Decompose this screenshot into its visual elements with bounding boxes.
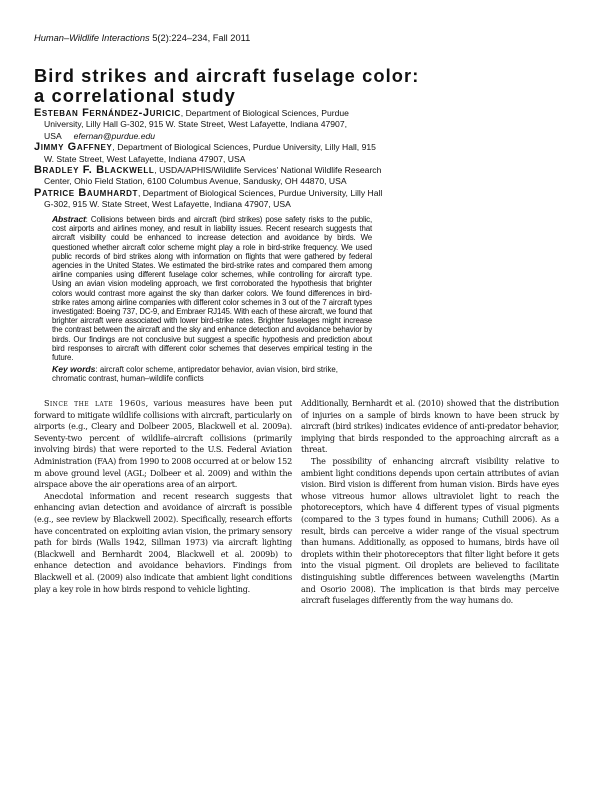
author-affiliation: , Department of Biological Sciences, Purdue University, Lilly Hall, 915 W. State Street, West Lafayette, Indiana 47907, USA xyxy=(44,142,376,164)
abstract-label: Abstract xyxy=(52,214,86,224)
author-entry xyxy=(34,165,386,188)
paragraph-text: , various measures have been put forward to mitigate wildlife collisions with aircraft, particularly on airports (e.g., Cleary and Dolbeer 2005, Blackwell et al. 2009a). Seventy-two percent of wildlife–aircraft collisions (primarily involving birds) that were reported to the U.S. Federal Aviation Administration (FAA) from 1990 to 2008 occurred at or below 152 m above ground level (AGL; Dolbeer et al. 2009) and within the airspace above the air operations area of an airport. xyxy=(34,399,292,490)
author-affiliation: , Department of Biological Sciences, Purdue University, Lilly Hall G-302, 915 W. State Street, West Lafayette, Indiana 47907, USA xyxy=(44,108,349,141)
journal-name: Human–Wildlife Interactions xyxy=(34,33,150,43)
lead-in-small-caps: Since the late 1960s xyxy=(44,399,146,408)
author-name: Esteban Fernández-Juricic xyxy=(34,107,181,119)
body-column-right xyxy=(301,398,559,607)
body-paragraph: The possibility of enhancing aircraft visibility relative to ambient light conditions depends upon certain attributes of avian vision. Bird vision is different from human vision. Birds have eyes whose vitreous humor allows ultraviolet light to reach the photoreceptors, which have 4 different types of visual pigments (compared to the 3 types found in humans; Cuthill 2006). As a result, birds can perceive a wider range of the visual spectrum than humans. Additionally, as opposed to humans, birds have oil droplets within their photoreceptors that filter light before it gets into the visual pigment. Oil droplets are believed to facilitate distinguishing subtle differences between wavelengths (Martin and Osorio 2008). The implication is that birds may perceive aircraft fuselages differently from the way humans do. xyxy=(301,456,559,606)
abstract-text: : Collisions between birds and aircraft (bird strikes) pose safety risks to the public, cost airports and airlines money, and result in liability issues. Recent research suggests that aircraft visibility could be enhanced to increase detection and avoidance by birds. We questioned whether aircraft color scheme might play a role in bird-strike frequency. We used public records of bird strikes along with information on flights that were gathered by federal agencies in the United States. We estimated the bird-strike rates and compared them among airline companies using different fuselage color schemes, while controlling for aircraft type. Using an avian vision modeling approach, we first corroborated the hypothesis that brighter colors would contrast more against the sky than darker colors. We found differences in bird-strike rates among airline companies with different color schemes in 3 out of the 7 aircraft types investigated: Boeing 737, DC-9, and Embraer RJ145. With each of these aircraft, we found that brighter aircraft were associated with lower bird-strike rates. Brighter fuselages might increase the contrast between the aircraft and the sky and enhance detection and avoidance behavior by birds. Our findings are not conclusive but suggest a specific hypothesis and prediction about bird responses to aircraft with different color schemes that deserves empirical testing in the future. xyxy=(52,215,372,363)
author-entry xyxy=(34,108,386,142)
author-affiliation: , Department of Biological Sciences, Purdue University, Lilly Hall G-302, 915 W. State Street, West Lafayette, Indiana 47907, USA xyxy=(44,187,383,210)
keywords-text: : aircraft color scheme, antipredator behavior, avian vision, bird strike, chromatic contrast, human–wildlife conflicts xyxy=(52,365,338,384)
body-paragraph: Anecdotal information and recent research suggests that enhancing avian detection and avoidance of aircraft is possible (e.g., see review by Blackwell 2002). Specifically, research efforts have concentrated on exploiting avian vision, the primary sensory path for birds (Walls 1942, Sillman 1973) via aircraft lighting (Blackwell and Bernhardt 2004, Blackwell et al. 2009b) to enhance detection and avoidance behaviors. Findings from Blackwell et al. (2009) also indicate that ambient light conditions play a key role in how birds respond to vehicle lighting. xyxy=(34,491,292,594)
keywords-label: Key words xyxy=(52,364,96,374)
article-title xyxy=(34,66,594,105)
volume-pages: 5(2):224–234, Fall 2011 xyxy=(149,33,251,43)
author-entry xyxy=(34,142,386,165)
journal-citation xyxy=(34,33,250,43)
author-entry xyxy=(34,188,386,211)
author-affiliation: , USDA/APHIS/Wildlife Services' National Wildlife Research Center, Ohio Field Station, 6100 Columbus Avenue, Sandusky, OH 44870, USA xyxy=(44,165,382,187)
author-name: Jimmy Gaffney xyxy=(34,141,113,154)
body-column-left xyxy=(34,398,292,595)
title-line-1: Bird strikes and aircraft fuselage color: xyxy=(34,65,420,86)
author-email[interactable]: efernan@purdue.edu xyxy=(73,130,156,141)
author-name: Bradley F. Blackwell xyxy=(34,164,155,177)
keywords xyxy=(52,365,372,383)
title-line-2: a correlational study xyxy=(34,84,236,106)
body-paragraph: Additionally, Bernhardt et al. (2010) showed that the distribution of injuries on a sample of birds known to have been struck by aircraft (bird strikes) indicates evidence of anti-predator behavior, implying that birds responded to the approaching aircraft as a threat. xyxy=(301,399,559,455)
author-name: Patrice Baumhardt xyxy=(34,186,138,199)
author-list xyxy=(34,108,386,211)
abstract xyxy=(52,215,372,362)
body-paragraph xyxy=(34,398,292,491)
